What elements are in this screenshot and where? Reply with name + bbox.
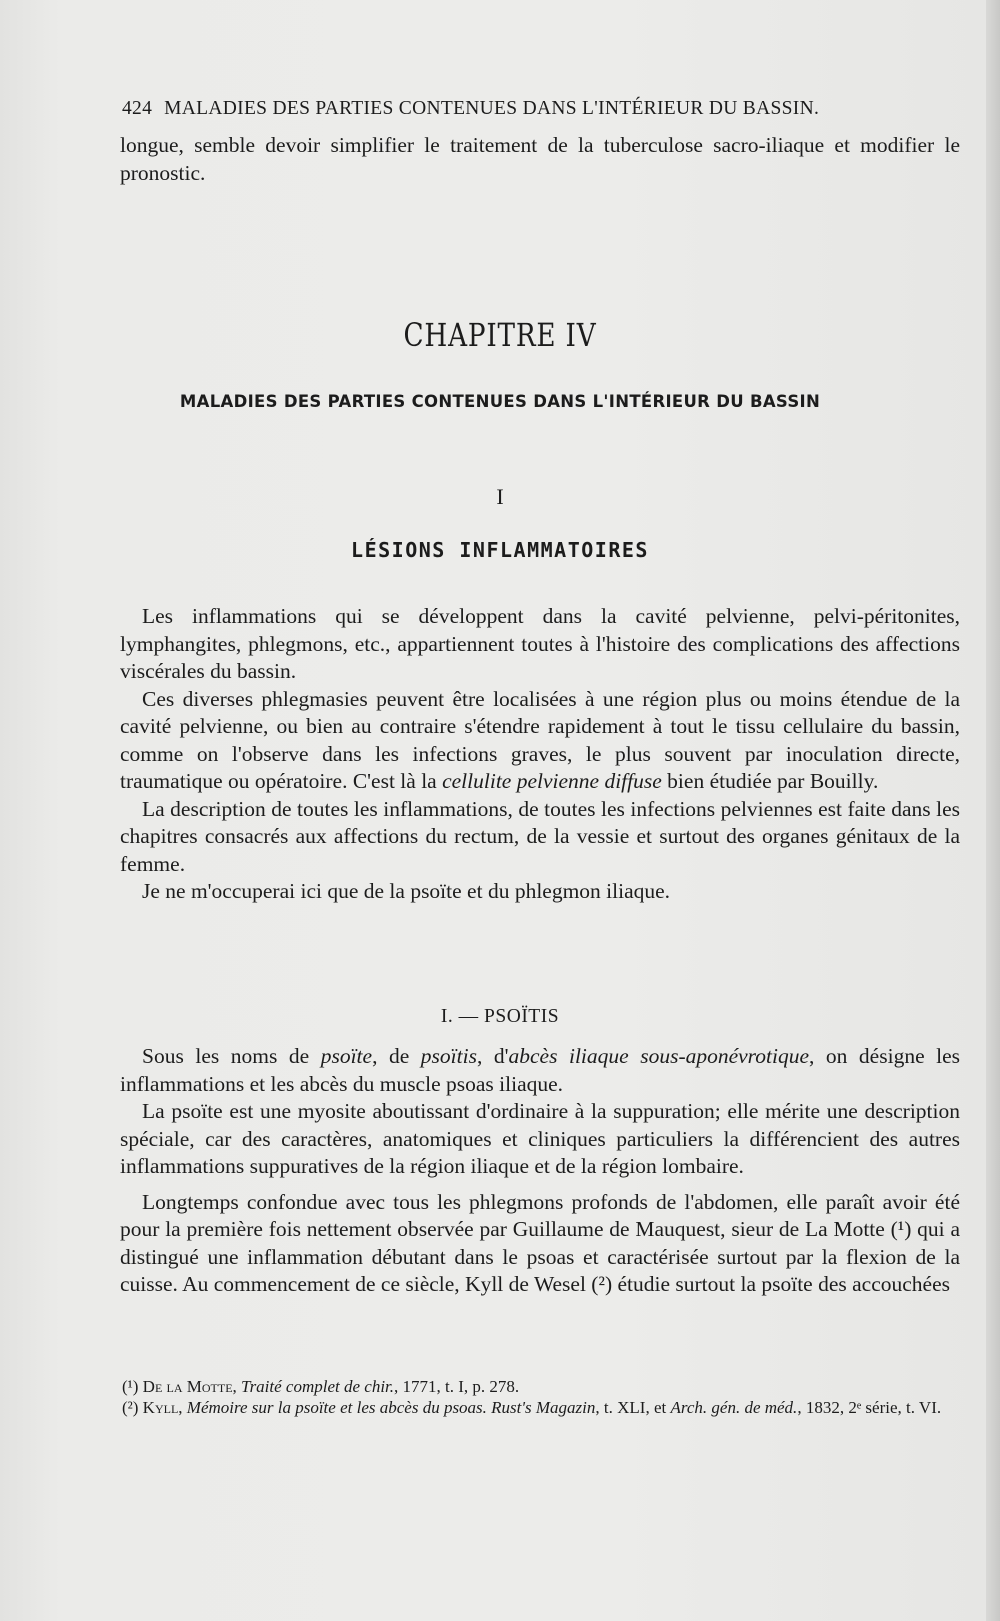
section-title: LÉSIONS INFLAMMATOIRES [351,538,649,562]
text-run: , on désigne les inflammations et les abcès du muscle psoas iliaque. [120,1044,961,1096]
text-run: ) étudie surtout la psoïte des accouchées [604,1272,951,1296]
chapter-title: CHAPITRE IV [403,316,597,354]
italic-term: cellulite pelvienne diffuse [442,769,662,793]
paragraph: Les inflammations qui se développent dans la cavité pelvienne, pelvi-péritonites, lymphangites, phlegmons, etc., appartiennent toutes à l'histoire des complications des affections viscérales du bassin. [120,604,960,683]
paragraph [120,1043,960,1098]
footnote-text: , 1771, t. I, p. 278. [394,1377,520,1396]
text-run: Sous les noms de [142,1044,321,1068]
section-number: I [496,484,504,509]
top-paragraph: longue, semble devoir simplifier le traitement de la tuberculose sacro-iliaque et modifier le pronostic. [120,133,960,185]
paragraph [120,1189,960,1299]
text-run: ) qui a distingué une inflammation débutant dans le psoas et caractérisée surtout par la flexion de la cuisse. Au commencement de ce siècle, Kyll de Wesel ( [120,1217,960,1296]
footnote-work: Traité complet de chir. [241,1377,395,1396]
psoitis-body [120,1043,960,1299]
footnote-text: , 1832, 2ᵉ série, t. VI. [797,1398,942,1417]
text-run: , de [372,1044,421,1068]
text-run: , d' [476,1044,509,1068]
running-head-title: MALADIES DES PARTIES CONTENUES DANS L'INTÉRIEUR DU BASSIN. [164,98,820,119]
footnote: (²) Kyll, Mémoire sur la psoïte et les abcès du psoas. Rust's Magazin, t. XLI, et Arch. gén. de méd., 1832, 2ᵉ série, t. VI. [122,1398,942,1417]
footnotes [104,1376,960,1418]
section-body [120,603,960,906]
footnote-ref: ¹ [897,1217,905,1241]
page-number: 424 [122,98,153,119]
italic-term: abcès iliaque sous-aponévrotique [508,1044,809,1068]
top-paragraph-block [120,132,960,187]
footnote-work: Mémoire sur la psoïte et les abcès du psoas. Rust's Magazin [186,1398,596,1417]
text-run: Longtemps confondue avec tous les phlegmons profonds de l'abdomen, elle paraît avoir été pour la première fois nettement observée par Guillaume de Mauquest, sieur de La Motte ( [120,1189,960,1241]
chapter-subtitle: MALADIES DES PARTIES CONTENUES DANS L'INTÉRIEUR DU BASSIN [179,392,821,411]
footnote-mark: (¹) [122,1377,139,1396]
footnote-work: Arch. gén. de méd. [670,1398,798,1417]
italic-term: psoïte [320,1044,373,1068]
footnote-author: De la Motte [142,1377,233,1396]
page-edge-shadow [986,0,1000,1621]
footnote-ref: ² [598,1272,605,1296]
subsection-title: I. — PSOÏTIS [440,1006,560,1027]
paragraph: La description de toutes les inflammations, de toutes les infections pelviennes est faite dans les chapitres consacrés aux affections du rectum, de la vessie et surtout des organes génitaux de la femme. [120,796,960,876]
text-run: Ces diverses phlegmasies peuvent être localisées à une région plus ou moins étendue de la cavité pelvienne, ou bien au contraire s'étendre rapidement à tout le tissu cellulaire du bassin, comme on l'observe dans les infections graves, le plus souvent par inoculation directe, traumatique ou opératoire. C'est là la [120,686,960,793]
footnote: (¹) De la Motte, Traité complet de chir., 1771, t. I, p. 278. [122,1377,520,1396]
paragraph: Je ne m'occuperai ici que de la psoïte et du phlegmon iliaque. [142,879,671,903]
paragraph [120,686,960,796]
footnote-mark: (²) [122,1398,139,1417]
footnote-author: Kyll [142,1398,179,1417]
text-run: bien étudiée par Bouilly. [661,769,879,793]
italic-term: psoïtis [420,1044,477,1068]
running-head [122,98,922,120]
footnote-text: , t. XLI, et [595,1398,671,1417]
paragraph: La psoïte est une myosite aboutissant d'ordinaire à la suppuration; elle mérite une description spéciale, car des caractères, anatomiques et cliniques particuliers la différencient des autres inflammations suppuratives de la région iliaque et de la région lombaire. [120,1099,960,1178]
